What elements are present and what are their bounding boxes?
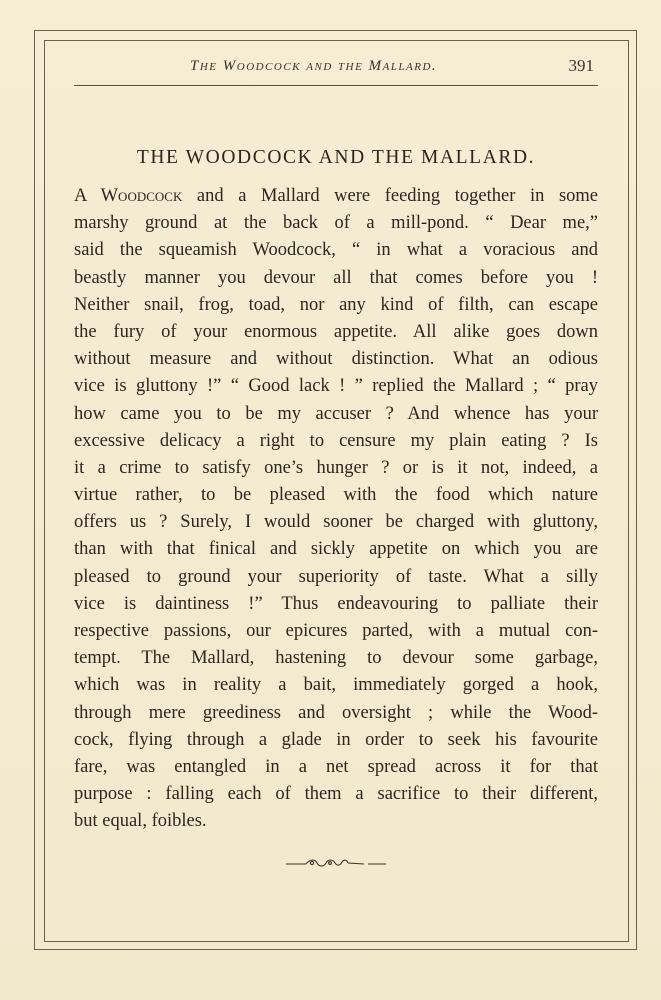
running-head — [74, 58, 596, 80]
body-line: how came you to be my accuser ? And whence has your — [74, 403, 598, 424]
page-number: 391 — [568, 56, 594, 75]
body-line: virtue rather, to be pleased with the food which nature — [74, 485, 598, 506]
body-line: than with that finical and sickly appetite on which you are — [74, 539, 598, 560]
body-line: vice is daintiness !” Thus endeavouring to palliate their — [74, 593, 598, 614]
tailpiece-flourish-icon — [284, 856, 388, 870]
body-line: fare, was entangled in a net spread across it for that — [74, 756, 598, 777]
body-line: respective passions, our epicures parted, with a mutual con- — [74, 621, 598, 641]
body-line: through mere greediness and oversight ; while the Wood- — [74, 702, 598, 723]
body-line: offers us ? Surely, I would sooner be charged with gluttony, — [74, 512, 598, 533]
body-line: vice is gluttony !” “ Good lack ! ” replied the Mallard ; “ pray — [74, 376, 598, 397]
body-line: cock, flying through a glade in order to seek his favourite — [74, 729, 598, 750]
body-line: pleased to ground your superiority of taste. What a silly — [74, 566, 598, 587]
body-line: said the squeamish Woodcock, “ in what a voracious and — [74, 240, 598, 261]
body-line: the fury of your enormous appetite. All alike goes down — [74, 321, 598, 342]
fable-title: THE WOODCOCK AND THE MALLARD. — [136, 147, 536, 168]
fable-body — [74, 183, 598, 836]
body-line: tempt. The Mallard, hastening to devour some garbage, — [74, 648, 598, 669]
body-line: A Woodcock and a Mallard were feeding together in some — [74, 186, 598, 206]
body-line: without measure and without distinction. What an odious — [74, 349, 598, 370]
body-line: excessive delicacy a right to censure my plain eating ? Is — [74, 430, 598, 451]
running-head-rule — [74, 85, 598, 86]
body-line: purpose : falling each of them a sacrifice to their different, — [74, 784, 598, 805]
body-line: but equal, foibles. — [74, 811, 207, 832]
body-line: marshy ground at the back of a mill-pond. “ Dear me,” — [74, 213, 598, 234]
body-line: it a crime to satisfy one’s hunger ? or is it not, indeed, a — [74, 457, 598, 478]
body-line: Neither snail, frog, toad, nor any kind of filth, can escape — [74, 294, 598, 315]
body-line: beastly manner you devour all that comes before you ! — [74, 267, 598, 288]
opening-word: A Woodcock — [74, 186, 183, 206]
running-head-title: The Woodcock and the Mallard. — [190, 58, 438, 74]
body-line: which was in reality a bait, immediately gorged a hook, — [74, 675, 598, 696]
